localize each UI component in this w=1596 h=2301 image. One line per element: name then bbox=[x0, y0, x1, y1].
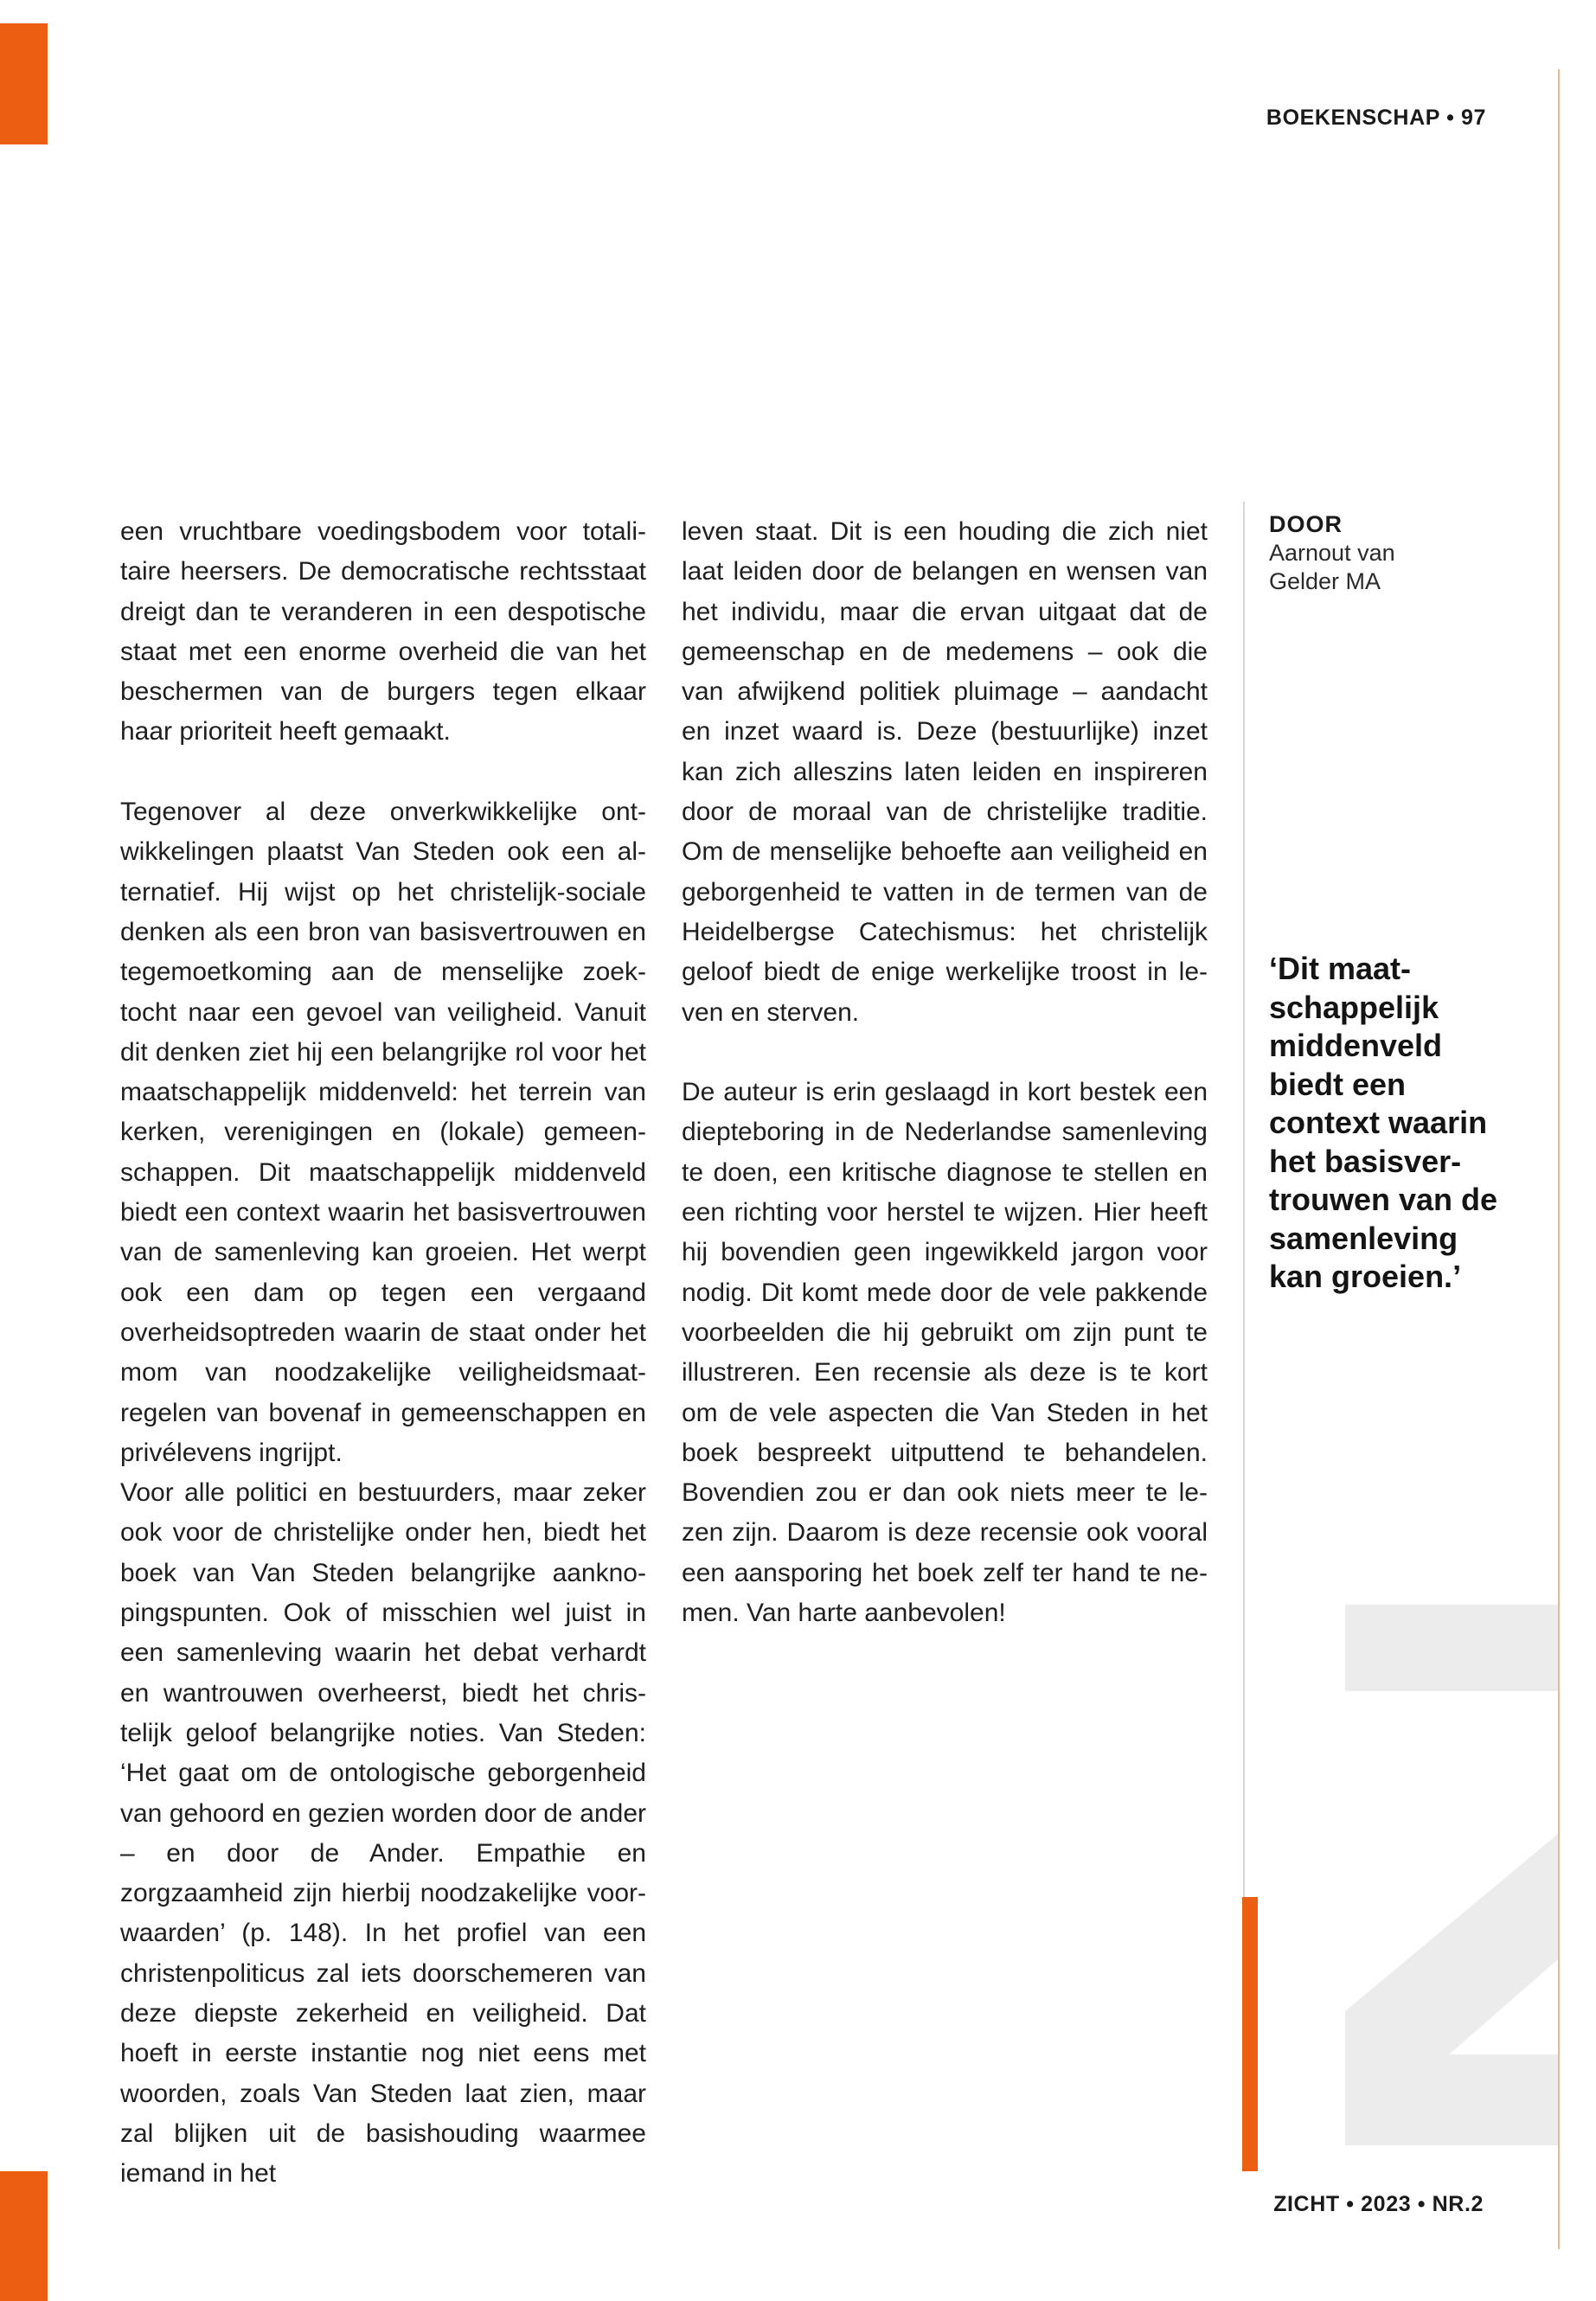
text-column-left bbox=[120, 512, 646, 2194]
byline-label: DOOR bbox=[1269, 511, 1343, 537]
sidebar-accent-bar bbox=[1242, 1897, 1258, 2171]
pullquote-line: kan groeien.’ bbox=[1269, 1259, 1462, 1294]
running-head: BOEKENSCHAP • 97 bbox=[1266, 106, 1486, 130]
orange-edge-tab-bottom bbox=[0, 2171, 48, 2301]
text-column-middle bbox=[682, 512, 1208, 1633]
running-foot: ZICHT • 2023 • NR.2 bbox=[1273, 2192, 1484, 2216]
byline bbox=[1269, 510, 1395, 596]
paragraph: Tegenover al deze onverkwikkelijke ontwikkelingen plaatst Van Steden ook een alternatief. Hij wijst op het christelijk-sociale denken als een bron van basisvertrouwen en tegemoetkoming aan de menselijke zoektocht naar een gevoel van veiligheid. Vanuit dit denken ziet hij een belangrijke rol voor het maatschappelijk middenveld: het terrein van kerken, verenigingen en (lokale) gemeenschappen. Dit maatschappelijk middenveld biedt een context waarin het basisvertrouwen van de samenleving kan groeien. Het werpt ook een dam op tegen een vergaand overheidsoptreden waarin de staat onder het mom van noodzakelijke veiligheidsmaatregelen van bovenaf in gemeenschappen en privélevens ingrijpt. bbox=[120, 798, 646, 1467]
pullquote-line: biedt een bbox=[1269, 1066, 1407, 1102]
byline-author: Gelder MA bbox=[1269, 568, 1381, 594]
right-margin-rule bbox=[1558, 69, 1560, 2249]
background-logo-shape bbox=[1345, 1605, 1558, 2145]
paragraph: leven staat. Dit is een houding die zich niet laat leiden door de belangen en wensen van het individu, maar die ervan uitgaat dat de gemeenschap en de medemens – ook die van afwijkend politiek pluimage – aandacht en inzet waard is. Deze (bestuurlijke) inzet kan zich alleszins laten leiden en inspireren door de moraal van de christelijke traditie. Om de menselijke behoefte aan veiligheid en geborgenheid te vatten in de termen van de Heidelbergse Catechismus: het christelijk geloof biedt de enige werkelijke troost in leven en sterven. bbox=[682, 517, 1208, 1027]
orange-edge-tab-top bbox=[0, 23, 48, 144]
paragraph: een vruchtbare voedingsbodem voor totalitaire heersers. De democratische rechtsstaat dreigt dan te veranderen in een despotische staat met een enorme overheid die van het beschermen van de burgers tegen elkaar haar prioriteit heeft gemaakt. bbox=[120, 517, 646, 747]
pullquote-line: context waarin bbox=[1269, 1105, 1488, 1140]
pullquote-line: het basisver- bbox=[1269, 1143, 1462, 1179]
pullquote bbox=[1269, 950, 1529, 1297]
paragraph: De auteur is erin geslaagd in kort bestek een diepteboring in de Nederlandse samenleving te doen, een kritische diagnose te stellen en een richting voor herstel te wijzen. Hier heeft hij bovendien geen ingewikkeld jargon voor nodig. Dit komt mede door de vele pakkende voorbeelden die hij gebruikt om zijn punt te illustreren. Een recensie als deze is te kort om de vele aspecten die Van Steden in het boek bespreekt uitputtend te behandelen. Bovendien zou er dan ook niets meer te lezen zijn. Daarom is deze recensie ook vooral een aansporing het boek zelf ter hand te nemen. Van harte aanbevolen! bbox=[682, 1078, 1208, 1628]
pullquote-line: ‘Dit maat- bbox=[1269, 951, 1412, 986]
byline-author: Aarnout van bbox=[1269, 540, 1395, 566]
pullquote-line: samenleving bbox=[1269, 1220, 1458, 1256]
pullquote-line: middenveld bbox=[1269, 1028, 1443, 1063]
pullquote-line: trouwen van de bbox=[1269, 1182, 1498, 1217]
pullquote-line: schappelijk bbox=[1269, 989, 1439, 1025]
paragraph: Voor alle politici en bestuurders, maar zeker ook voor de christelijke onder hen, biedt het boek van Van Steden belangrijke aanknopingspunten. Ook of misschien wel juist in een samenleving waarin het debat verhardt en wantrouwen overheerst, biedt het christelijk geloof belangrijke noties. Van Steden: ‘Het gaat om de ontologische geborgenheid van gehoord en gezien worden door de ander – en door de Ander. Empathie en zorgzaamheid zijn hierbij noodzakelijke voorwaarden’ (p. 148). In het profiel van een christenpoliticus zal iets doorschemeren van deze diepste zekerheid en veiligheid. Dat hoeft in eerste instantie nog niet eens met woorden, zoals Van Steden laat zien, maar zal blijken uit de basishouding waarmee iemand in het bbox=[120, 1478, 646, 2189]
